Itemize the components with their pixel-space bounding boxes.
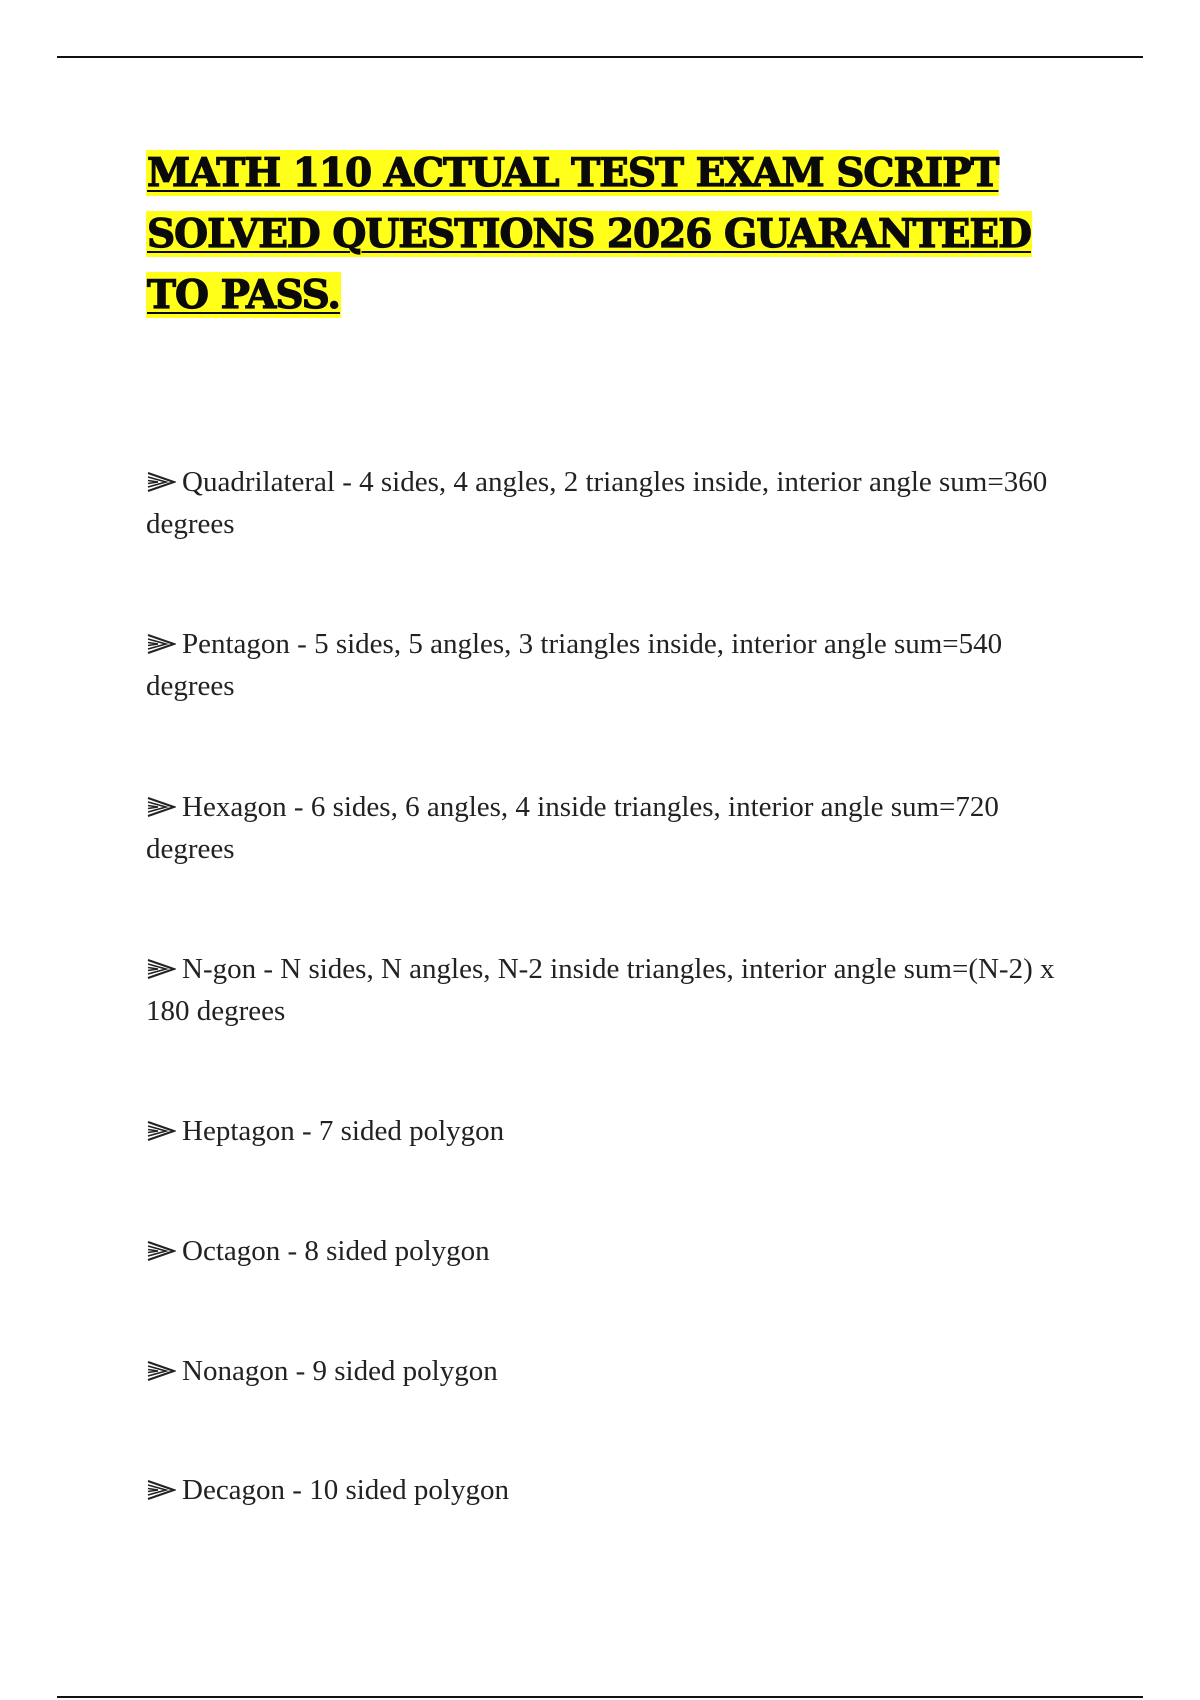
top-divider <box>57 56 1143 58</box>
list-item <box>146 623 1066 707</box>
arrow-bullet-icon <box>146 1120 176 1142</box>
document-title <box>146 143 1066 326</box>
arrow-bullet-icon <box>146 471 176 493</box>
bottom-divider <box>57 1696 1143 1698</box>
list-item-text: Octagon - 8 sided polygon <box>182 1235 490 1267</box>
list-item-text: Hexagon - 6 sides, 6 angles, 4 inside triangles, interior angle sum=720 degrees <box>146 791 999 865</box>
list-item-text: Heptagon - 7 sided polygon <box>182 1115 505 1147</box>
arrow-bullet-icon <box>146 796 176 818</box>
arrow-bullet-icon <box>146 633 176 655</box>
arrow-bullet-icon <box>146 958 176 980</box>
list-item <box>146 786 1066 870</box>
list-item <box>146 1230 1066 1272</box>
list-item <box>146 1469 1066 1511</box>
list-item <box>146 1350 1066 1392</box>
list-item-text: N-gon - N sides, N angles, N-2 inside triangles, interior angle sum=(N-2) x 180 degrees <box>146 953 1055 1027</box>
list-item-text: Decagon - 10 sided polygon <box>182 1474 509 1506</box>
list-item <box>146 461 1066 545</box>
list-item-text: Quadrilateral - 4 sides, 4 angles, 2 triangles inside, interior angle sum=360 degrees <box>146 466 1048 540</box>
arrow-bullet-icon <box>146 1360 176 1382</box>
arrow-bullet-icon <box>146 1479 176 1501</box>
list-item <box>146 1110 1066 1152</box>
document-title-text: MATH 110 ACTUAL TEST EXAM SCRIPT SOLVED QUESTIONS 2026 GUARANTEED TO PASS. <box>147 150 1031 318</box>
list-item-text: Pentagon - 5 sides, 5 angles, 3 triangles inside, interior angle sum=540 degrees <box>146 628 1003 702</box>
list-item-text: Nonagon - 9 sided polygon <box>182 1355 498 1387</box>
arrow-bullet-icon <box>146 1240 176 1262</box>
list-item <box>146 948 1066 1032</box>
